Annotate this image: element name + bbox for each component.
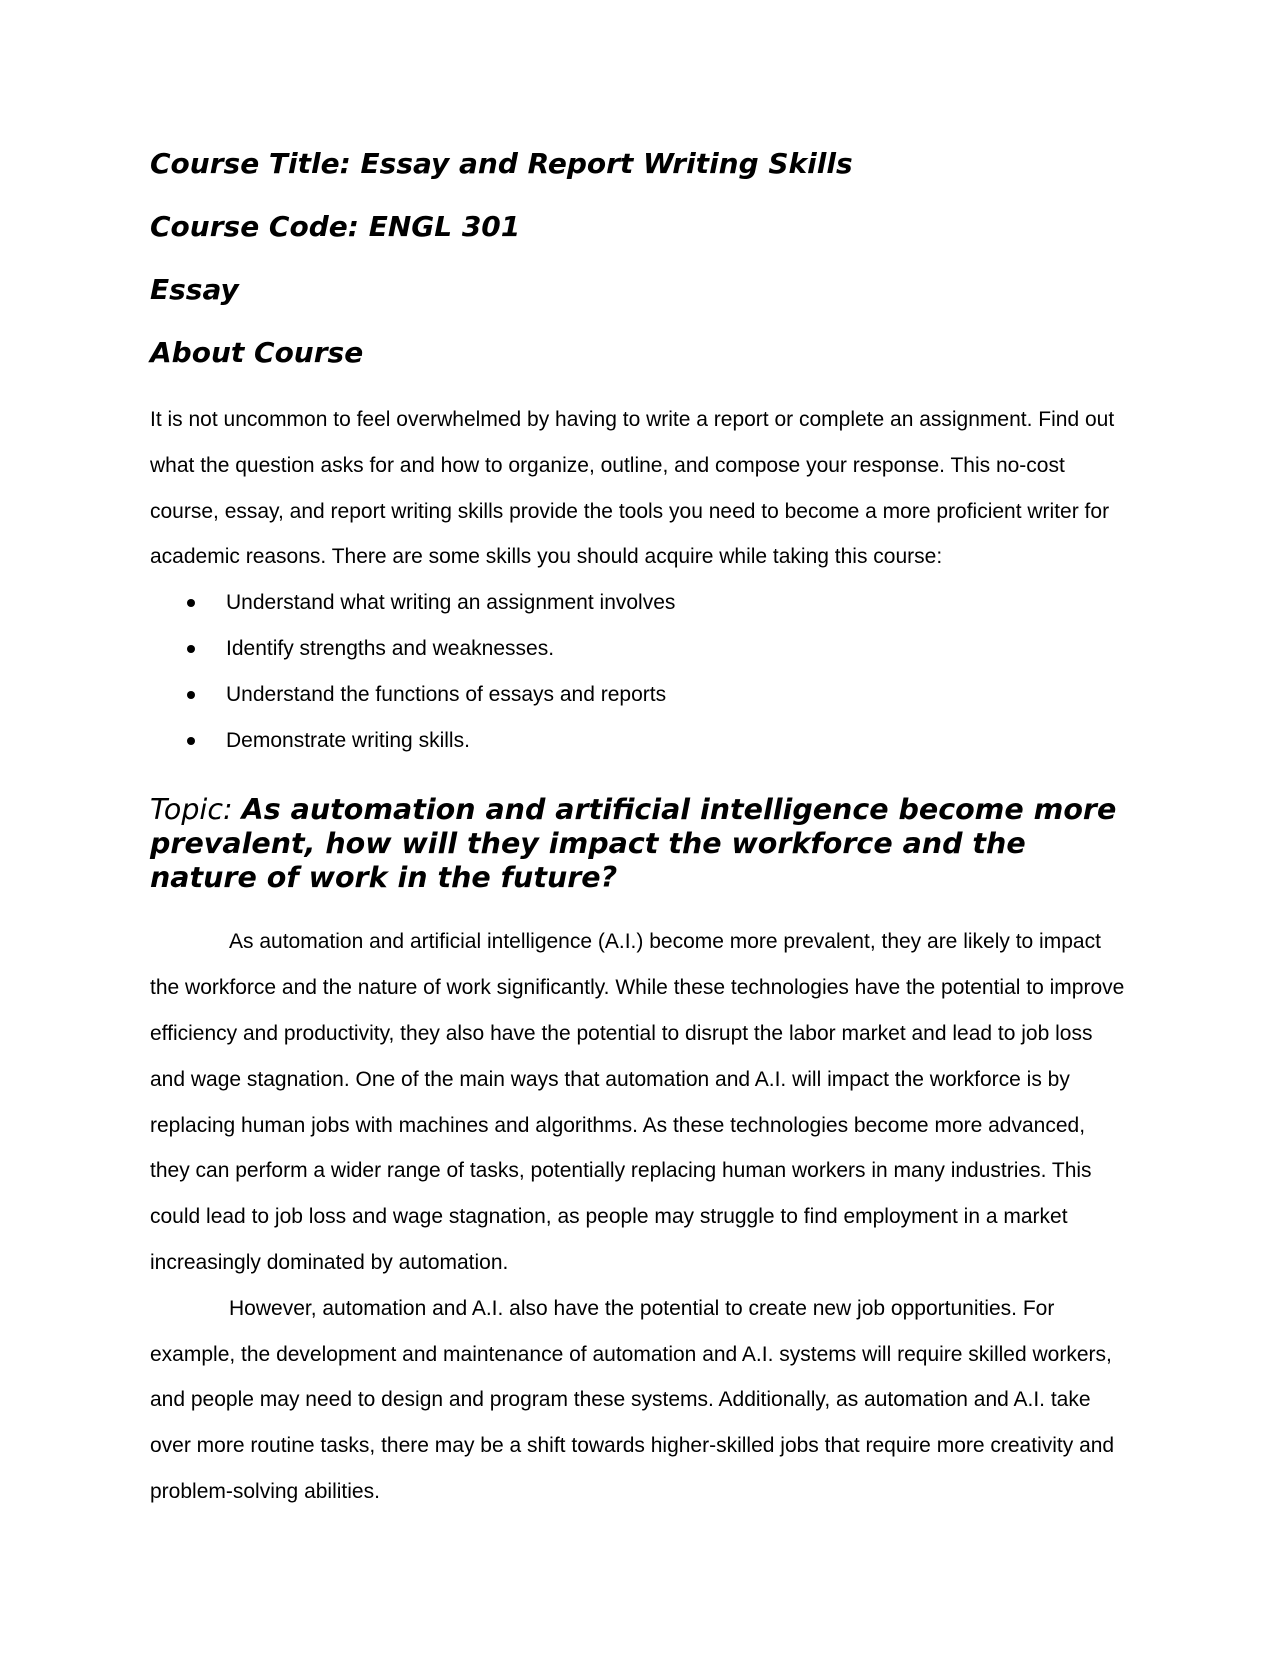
essay-heading: Essay xyxy=(150,273,239,306)
bullet-icon xyxy=(187,691,195,699)
skill-text: Understand the functions of essays and reports xyxy=(226,682,667,706)
skills-list-item xyxy=(150,626,1125,672)
bullet-icon xyxy=(187,737,195,745)
bullet-icon xyxy=(187,599,195,607)
essay-paragraph: However, automation and A.I. also have the potential to create new job opportunities. For example, the development and maintenance of automation and A.I. systems will require skilled workers, and people may need to design and program these systems. Additionally, as automation and A.I. take over more routine tasks, there may be a shift towards higher-skilled jobs that require more creativity and problem-solving abilities. xyxy=(150,1296,1115,1503)
topic-text: As automation and artificial intelligence become more prevalent, how will they impact the workforce and the nature of work in the future? xyxy=(150,793,1117,895)
bullet-icon xyxy=(187,645,195,653)
about-course-heading: About Course xyxy=(150,336,364,369)
skill-text: Demonstrate writing skills. xyxy=(226,728,470,752)
course-title: Course Title: Essay and Report Writing Skills xyxy=(150,147,853,180)
skills-list xyxy=(150,580,1125,763)
topic-heading xyxy=(150,793,1125,895)
essay-paragraph: As automation and artificial intelligence (A.I.) become more prevalent, they are likely to impact the workforce and the nature of work significantly. While these technologies have the potential to improve efficiency and productivity, they also have the potential to disrupt the labor market and lead to job loss and wage stagnation. One of the main ways that automation and A.I. will impact the workforce is by replacing human jobs with machines and algorithms. As these technologies become more advanced, they can perform a wider range of tasks, potentially replacing human workers in many industries. This could lead to job loss and wage stagnation, as people may struggle to find employment in a market increasingly dominated by automation. xyxy=(150,930,1125,1274)
skills-list-item xyxy=(150,672,1125,718)
skill-text: Understand what writing an assignment involves xyxy=(226,591,676,615)
skills-list-item xyxy=(150,718,1125,764)
skill-text: Identify strengths and weaknesses. xyxy=(226,636,555,660)
topic-label: Topic: xyxy=(150,793,242,827)
course-code: Course Code: ENGL 301 xyxy=(150,210,521,243)
skills-list-item xyxy=(150,580,1125,626)
document-content xyxy=(150,146,1125,1515)
about-course-text: It is not uncommon to feel overwhelmed by having to write a report or complete an assignment. Find out what the question asks for and how to organize, outline, and compose your response. This no-cost course, essay, and report writing skills provide the tools you need to become a more proficient writer for academic reasons. There are some skills you should acquire while taking this course: xyxy=(150,408,1115,569)
